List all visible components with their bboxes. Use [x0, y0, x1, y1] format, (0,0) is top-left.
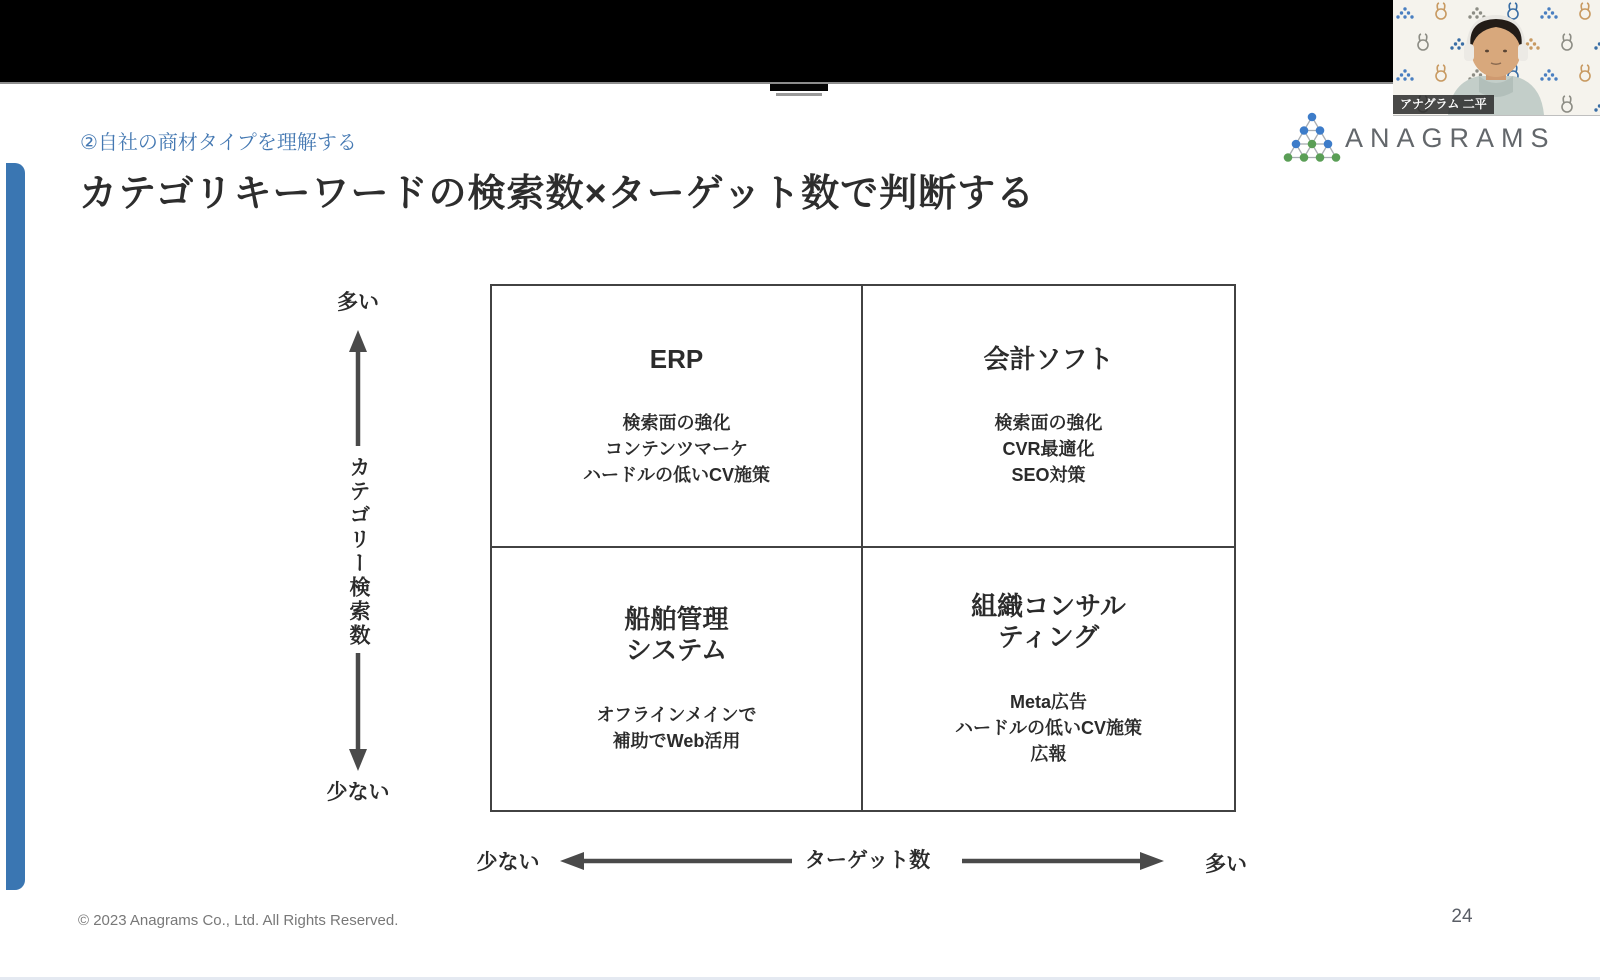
x-axis-left-arrow-icon — [556, 850, 794, 872]
anagrams-triangle-logo-icon — [1281, 110, 1343, 166]
slide-accent-bar — [6, 163, 25, 890]
tactic-line: CVR最適化 — [1002, 439, 1095, 460]
quadrant-tactics — [583, 410, 770, 488]
tactic-line: コンテンツマーケ — [604, 439, 749, 460]
quadrant-bottom-right — [863, 548, 1234, 810]
toolbar-handle-tab[interactable] — [770, 84, 828, 91]
quadrant-title: 会計ソフト — [983, 343, 1114, 374]
participant-video[interactable] — [1393, 0, 1600, 115]
copyright-text: © 2023 Anagrams Co., Ltd. All Rights Reserved. — [78, 912, 399, 929]
matrix-diagram — [490, 284, 1236, 812]
tactic-line: ハードルの低いCV施策 — [954, 717, 1142, 738]
page-title: カテゴリキーワードの検索数×ターゲット数で判断する — [79, 173, 1036, 215]
quadrant-tactics — [995, 410, 1103, 488]
quadrant-top-right — [863, 286, 1234, 548]
y-axis-up-arrow-icon — [346, 328, 370, 448]
x-axis-title: ターゲット数 — [804, 849, 931, 872]
tactic-line: SEO対策 — [1011, 465, 1086, 486]
company-logo-text: ANAGRAMS — [1345, 123, 1556, 153]
quadrant-top-left — [492, 286, 863, 548]
x-axis-right-arrow-icon — [960, 850, 1168, 872]
tactic-line: 広報 — [1030, 743, 1067, 764]
quadrant-title: 組織コンサル ティング — [971, 591, 1126, 652]
quadrant-title: ERP — [649, 343, 704, 374]
x-axis-low-label: 少ない — [476, 851, 540, 874]
company-logo — [1281, 110, 1556, 170]
quadrant-title: 船舶管理 システム — [624, 604, 729, 665]
y-axis-down-arrow-icon — [346, 651, 370, 773]
slide-subtitle: ②自社の商材タイプを理解する — [80, 132, 357, 154]
participant-name-tag: アナグラム 二平 — [1393, 95, 1494, 114]
y-axis-title: カテゴリー検索数 — [347, 456, 370, 648]
toolbar-handle-line — [776, 93, 822, 96]
tactic-line: 補助でWeb活用 — [612, 730, 741, 751]
meeting-top-bar — [0, 0, 1600, 84]
tactic-line: Meta広告 — [1009, 691, 1087, 712]
tactic-line: ハードルの低いCV施策 — [582, 465, 770, 486]
tactic-line: 検索面の強化 — [994, 413, 1103, 434]
tactic-line: オフラインメインで — [596, 704, 757, 725]
quadrant-bottom-left — [492, 548, 863, 810]
y-axis-low-label: 少ない — [326, 781, 390, 804]
x-axis-high-label: 多い — [1205, 853, 1247, 876]
quadrant-tactics — [955, 689, 1142, 767]
tactic-line: 検索面の強化 — [622, 413, 731, 434]
quadrant-tactics — [596, 702, 756, 754]
page-number: 24 — [1451, 906, 1473, 927]
y-axis-high-label: 多い — [337, 291, 379, 314]
